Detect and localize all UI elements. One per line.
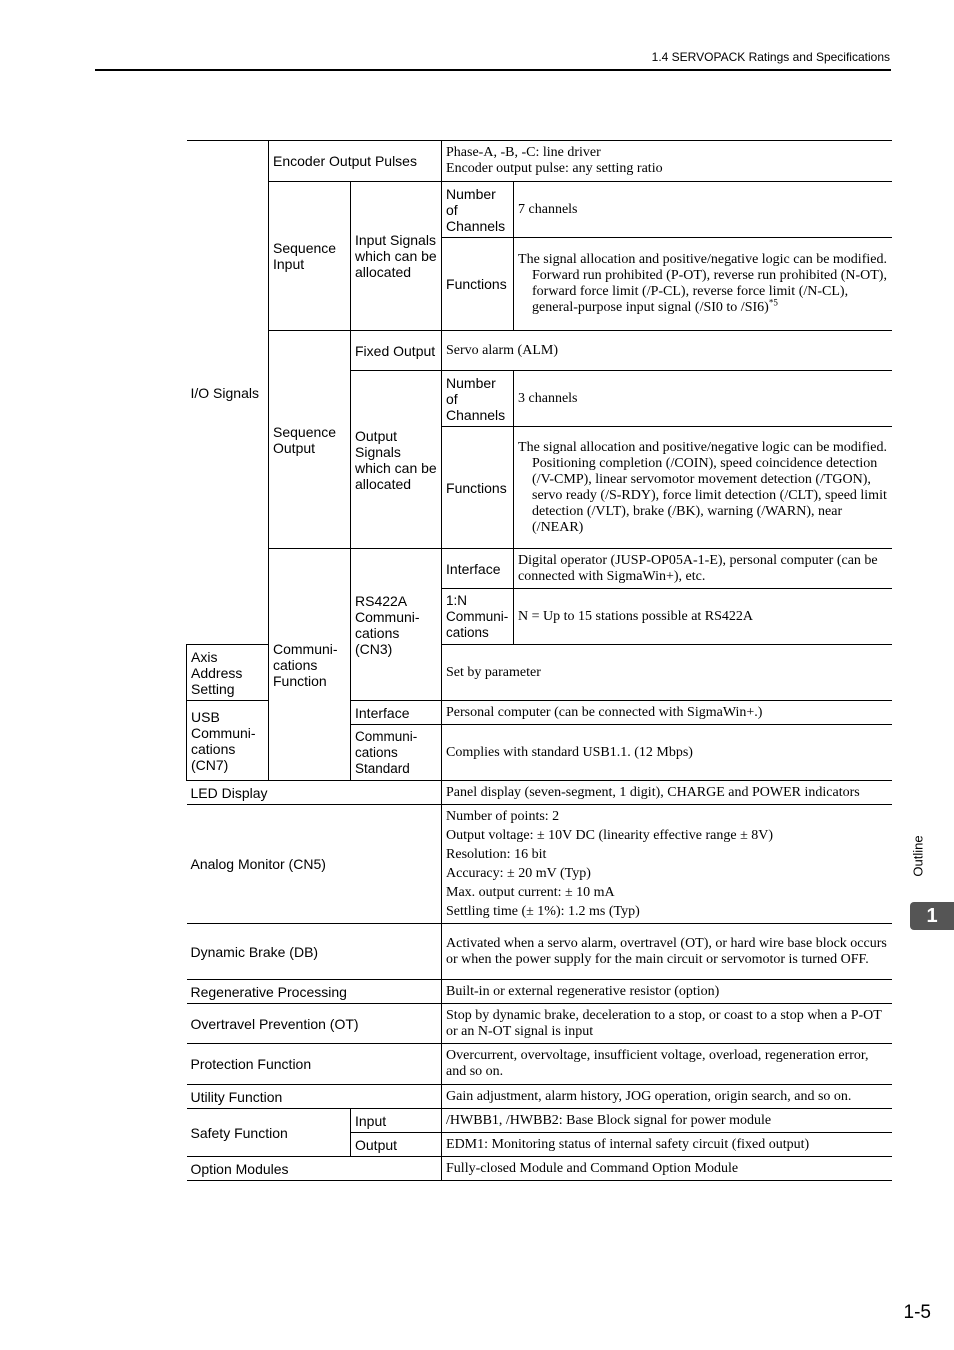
safety-input-value: /HWBB1, /HWBB2: Base Block signal for power module (442, 1109, 892, 1133)
safety-input-label: Input (351, 1109, 442, 1133)
axis-address-label: Axis Address Setting (187, 645, 269, 701)
regenerative-processing-value: Built-in or external regenerative resistor (option) (442, 980, 892, 1004)
table-row (187, 1085, 892, 1109)
table-row (187, 1157, 892, 1181)
table-row (187, 1044, 892, 1085)
output-functions-value: The signal allocation and positive/negative logic can be modified. Positioning completion (/COIN), speed coincidence detection (/V-CMP), linear servomotor movement detection (/TGON), servo ready (/S-RDY), force limit detection (/CLT), speed limit detection (/VLT), brake (/BK), warning (/WARN), near (/NEAR) (514, 427, 892, 549)
rs422a-interface-value: Digital operator (JUSP-OP05A-1-E), personal computer (can be connected with SigmaWin+), etc. (514, 549, 892, 589)
dynamic-brake-value: Activated when a servo alarm, overtravel (OT), or hard wire base block occurs or when the power supply for the main circuit or servomotor is turned OFF. (442, 924, 892, 980)
encoder-output-value: Phase-A, -B, -C: line driver Encoder output pulse: any setting ratio (442, 141, 892, 182)
table-row (187, 141, 892, 182)
fixed-output-label: Fixed Output (351, 331, 442, 371)
encoder-output-pulses-label: Encoder Output Pulses (269, 141, 442, 182)
running-header: 1.4 SERVOPACK Ratings and Specifications (651, 50, 890, 64)
overtravel-prevention-value: Stop by dynamic brake, deceleration to a stop, or coast to a stop when a P-OT or an N-OT signal is input (442, 1004, 892, 1044)
sequence-input-label: Sequence Input (269, 182, 351, 331)
utility-function-value: Gain adjustment, alarm history, JOG operation, origin search, and so on. (442, 1085, 892, 1109)
usb-communications-label: USB Communi-cations (CN7) (187, 701, 269, 781)
table-row (187, 924, 892, 980)
safety-output-value: EDM1: Monitoring status of internal safety circuit (fixed output) (442, 1133, 892, 1157)
input-functions-label: Functions (442, 238, 514, 331)
one-n-communications-value: N = Up to 15 stations possible at RS422A (514, 589, 892, 645)
communications-standard-value: Complies with standard USB1.1. (12 Mbps) (442, 725, 892, 781)
table-row (187, 980, 892, 1004)
input-functions-value: The signal allocation and positive/negative logic can be modified. Forward run prohibited (P-OT), reverse run prohibited (N-OT), forward force limit (/P-CL), reverse force limit (/N-CL), general-purpose input signal (/SI0 to /SI6)$^{*5}$ (514, 238, 892, 331)
one-n-communications-label: 1:N Communi-cations (442, 589, 514, 645)
input-number-of-channels-label: Number of Channels (442, 182, 514, 238)
table-row (187, 805, 892, 924)
communications-function-label: Communi-cations Function (269, 549, 351, 781)
input-signals-allocated-label: Input Signals which can be allocated (351, 182, 442, 331)
output-functions-label: Functions (442, 427, 514, 549)
dynamic-brake-label: Dynamic Brake (DB) (187, 924, 442, 980)
section-side-label: Outline (910, 835, 926, 877)
analog-monitor-label: Analog Monitor (CN5) (187, 805, 442, 924)
output-channels-value: 3 channels (514, 371, 892, 427)
input-channels-value: 7 channels (514, 182, 892, 238)
safety-output-label: Output (351, 1133, 442, 1157)
table-row (187, 182, 892, 238)
led-display-label: LED Display (187, 781, 442, 805)
option-modules-value: Fully-closed Module and Command Option Module (442, 1157, 892, 1181)
rs422a-interface-label: Interface (442, 549, 514, 589)
table-row (187, 331, 892, 371)
utility-function-label: Utility Function (187, 1085, 442, 1109)
protection-function-label: Protection Function (187, 1044, 442, 1085)
overtravel-prevention-label: Overtravel Prevention (OT) (187, 1004, 442, 1044)
usb-interface-label: Interface (351, 701, 442, 725)
table-row (187, 549, 892, 589)
table-row (187, 1109, 892, 1133)
output-number-of-channels-label: Number of Channels (442, 371, 514, 427)
analog-monitor-value: Number of points: 2 Output voltage: ± 10V DC (linearity effective range ± 8V) Resolution: 16 bit Accuracy: ± 20 mV (Typ) Max. output current: ± 10 mA Settling time (± 1%): 1.2 ms (Typ) (442, 805, 892, 924)
safety-function-label: Safety Function (187, 1109, 351, 1157)
axis-address-value: Set by parameter (442, 645, 892, 701)
protection-function-value: Overcurrent, overvoltage, insufficient voltage, overload, regeneration error, and so on. (442, 1044, 892, 1085)
specifications-table (186, 140, 892, 1181)
header-rule (95, 69, 891, 71)
usb-interface-value: Personal computer (can be connected with SigmaWin+.) (442, 701, 892, 725)
regenerative-processing-label: Regenerative Processing (187, 980, 442, 1004)
io-signals-label: I/O Signals (187, 141, 269, 645)
rs422a-label: RS422A Communi-cations (CN3) (351, 549, 442, 701)
led-display-value: Panel display (seven-segment, 1 digit), CHARGE and POWER indicators (442, 781, 892, 805)
chapter-tab: 1 (910, 902, 954, 930)
page-number: 1-5 (903, 1302, 931, 1323)
fixed-output-value: Servo alarm (ALM) (442, 331, 892, 371)
table-row (187, 781, 892, 805)
option-modules-label: Option Modules (187, 1157, 442, 1181)
communications-standard-label: Communi-cations Standard (351, 725, 442, 781)
output-signals-allocated-label: Output Signals which can be allocated (351, 371, 442, 549)
table-row (187, 1004, 892, 1044)
sequence-output-label: Sequence Output (269, 331, 351, 549)
